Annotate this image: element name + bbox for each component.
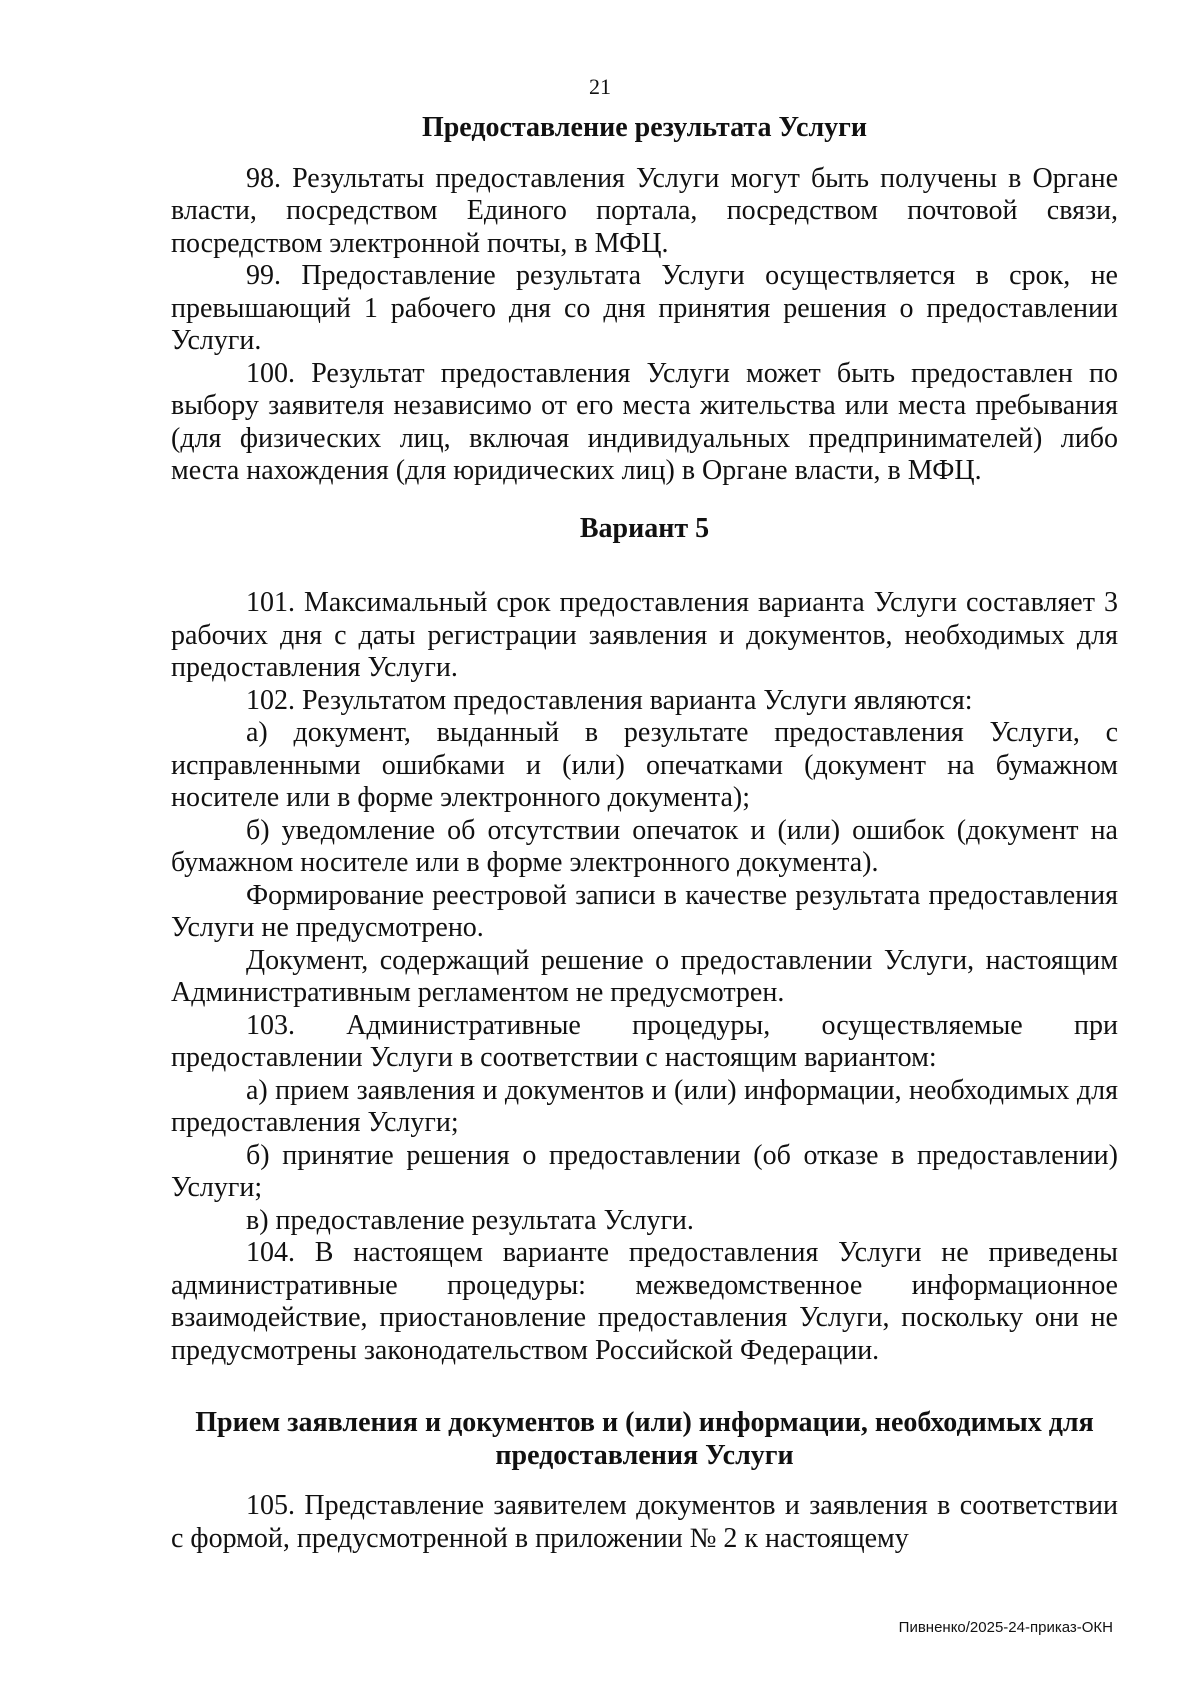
paragraph-99: 99. Предоставление результата Услуги осуществляется в срок, не превышающий 1 рабочего дня со дня принятия решения о предоставлении Услуги. — [171, 260, 1118, 356]
document-body — [171, 112, 1118, 1555]
paragraph-103-c: в) предоставление результата Услуги. — [246, 1204, 694, 1236]
footer-document-code: Пивненко/2025-24-приказ-ОКН — [898, 1619, 1113, 1636]
paragraph-100: 100. Результат предоставления Услуги может быть предоставлен по выбору заявителя независимо от его места жительства или места пребывания (для физических лиц, включая индивидуальных предпринимателей) либо места нахождения (для юридических лиц) в Органе власти, в МФЦ. — [171, 357, 1118, 486]
paragraph-103-b: б) принятие решения о предоставлении (об отказе в предоставлении) Услуги; — [171, 1139, 1118, 1203]
heading-reception: Прием заявления и документов и (или) информации, необходимых для предоставления Услуги — [195, 1407, 1094, 1471]
heading-result-delivery: Предоставление результата Услуги — [421, 112, 868, 143]
paragraph-98: 98. Результаты предоставления Услуги могут быть получены в Органе власти, посредством Единого портала, посредством почтовой связи, посредством электронной почты, в МФЦ. — [171, 162, 1118, 259]
paragraph-decision-document: Документ, содержащий решение о предоставлении Услуги, настоящим Административным регламентом не предусмотрен. — [171, 944, 1118, 1008]
paragraph-102-a: а) документ, выданный в результате предоставления Услуги, с исправленными ошибками и (или) опечатками (документ на бумажном носителе или в форме электронного документа); — [171, 717, 1118, 813]
paragraph-101: 101. Максимальный срок предоставления варианта Услуги составляет 3 рабочих дня с даты регистрации заявления и документов, необходимых для предоставления Услуги. — [171, 587, 1118, 683]
heading-variant: Вариант 5 — [579, 512, 710, 544]
paragraph-registry-record: Формирование реестровой записи в качестве результата предоставления Услуги не предусмотрено. — [171, 879, 1118, 943]
paragraph-103: 103. Административные процедуры, осуществляемые при предоставлении Услуги в соответствии с настоящим вариантом: — [171, 1009, 1118, 1073]
paragraph-103-a: а) прием заявления и документов и (или) информации, необходимых для предоставления Услуги; — [171, 1074, 1118, 1138]
paragraph-104: 104. В настоящем варианте предоставления Услуги не приведены административные процедуры: межведомственное информационное взаимодействие, приостановление предоставления Услуги, поскольку они не предусмотрены законодательством Российской Федерации. — [171, 1237, 1118, 1366]
paragraph-102: 102. Результатом предоставления варианта Услуги являются: — [246, 684, 973, 716]
paragraph-102-b: б) уведомление об отсутствии опечаток и (или) ошибок (документ на бумажном носителе или в форме электронного документа). — [171, 814, 1118, 878]
page-number: 21 — [589, 74, 611, 99]
paragraph-105: 105. Представление заявителем документов и заявления в соответствии с формой, предусмотренной в приложении № 2 к настоящему — [171, 1490, 1118, 1554]
